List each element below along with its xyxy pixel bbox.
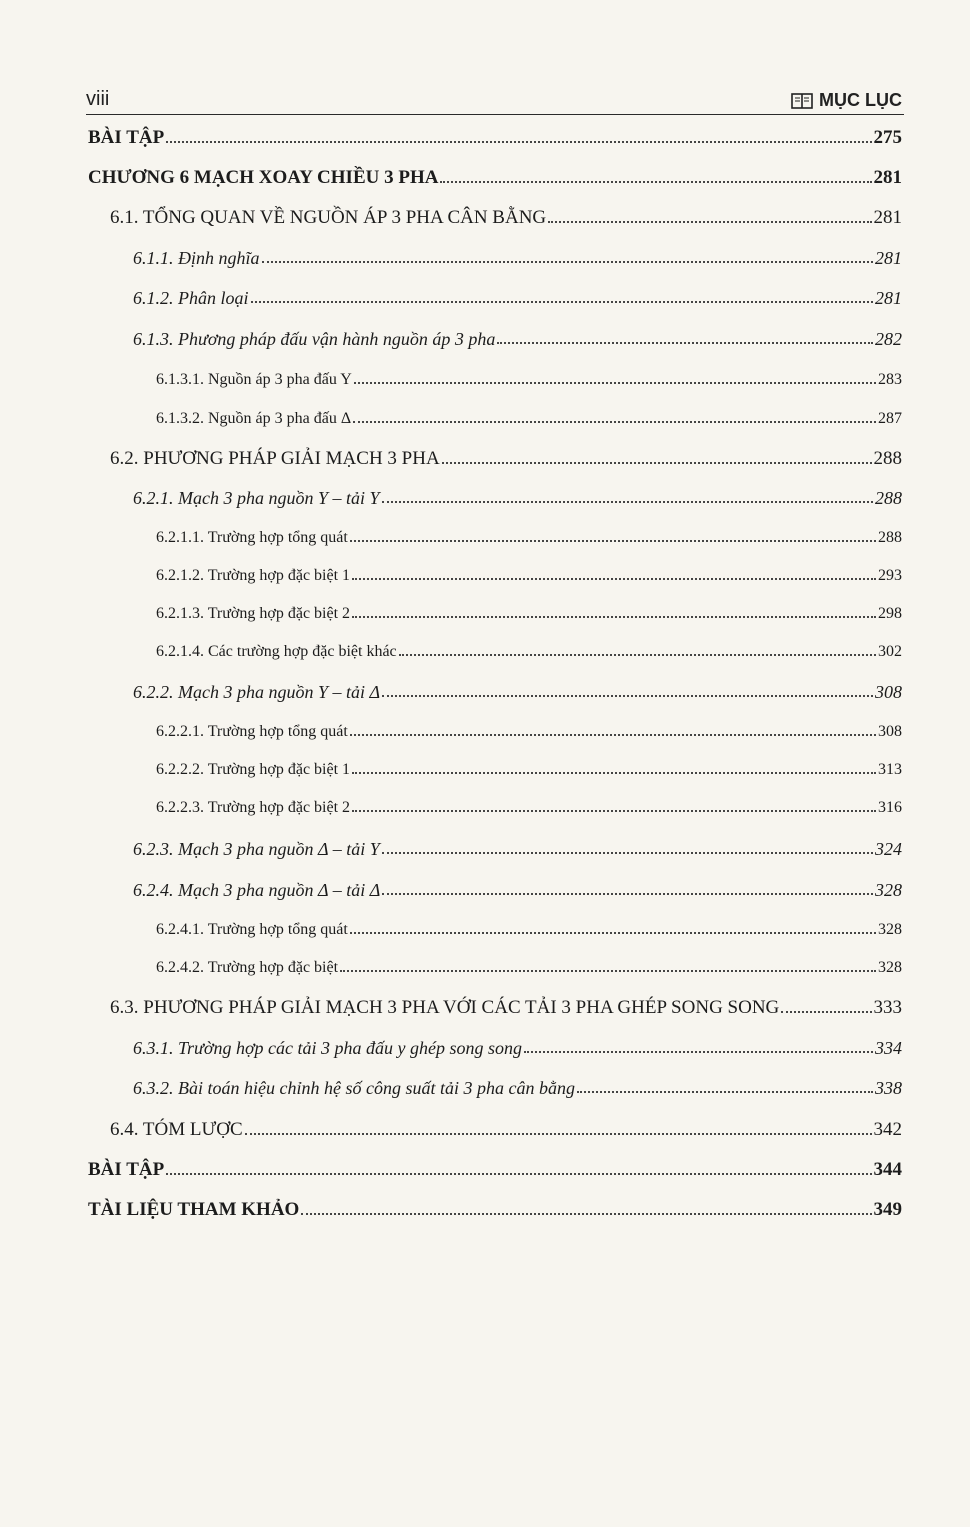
toc-entry-page: 288 (878, 529, 902, 546)
toc-entry-title: 6.1.1. Định nghĩa (133, 248, 260, 268)
toc-entry[interactable] (133, 881, 902, 899)
toc-entry-page: 298 (878, 605, 902, 622)
toc-entry-title: 6.1. TỔNG QUAN VỀ NGUỒN ÁP 3 PHA CÂN BẰNG (110, 207, 547, 228)
toc-entry-title: CHƯƠNG 6 MẠCH XOAY CHIỀU 3 PHA (88, 167, 439, 188)
dot-leader (352, 810, 876, 812)
toc-entry-title: 6.2.2. Mạch 3 pha nguồn Y – tải Δ (133, 682, 381, 702)
toc-entry-title: 6.2. PHƯƠNG PHÁP GIẢI MẠCH 3 PHA (110, 448, 440, 469)
dot-leader (350, 540, 876, 542)
toc-entry-page: 316 (878, 799, 902, 816)
toc-entry[interactable] (88, 1160, 902, 1179)
toc-entry-page: 281 (873, 167, 902, 188)
dot-leader (353, 421, 876, 423)
toc-entry-page: 328 (875, 880, 902, 900)
toc-entry-title: TÀI LIỆU THAM KHẢO (88, 1199, 300, 1220)
toc-entry-page: 281 (873, 207, 902, 228)
toc-entry[interactable] (156, 800, 902, 816)
toc-entry-page: 328 (878, 921, 902, 938)
toc-entry[interactable] (88, 128, 902, 147)
toc-entry-page: 338 (875, 1078, 902, 1098)
toc-entry-title: 6.2.1. Mạch 3 pha nguồn Y – tải Y (133, 488, 380, 508)
dot-leader (354, 382, 876, 384)
dot-leader (245, 1133, 872, 1135)
toc-entry[interactable] (133, 1039, 902, 1057)
toc-entry[interactable] (133, 330, 902, 348)
toc-entry[interactable] (156, 724, 902, 740)
toc-entry-title: BÀI TẬP (88, 1159, 165, 1180)
toc-entry-title: BÀI TẬP (88, 127, 165, 148)
toc-entry-page: 283 (878, 371, 902, 388)
toc-entry[interactable] (156, 922, 902, 938)
toc-entry[interactable] (156, 568, 902, 584)
toc-entry-title: 6.3.1. Trường hợp các tải 3 pha đấu y ghép song song (133, 1038, 523, 1058)
toc-entry-title: 6.2.1.4. Các trường hợp đặc biệt khác (156, 643, 397, 660)
dot-leader (340, 970, 876, 972)
dot-leader (166, 141, 871, 143)
dot-leader (301, 1213, 871, 1215)
toc-entry-title: 6.1.3.1. Nguồn áp 3 pha đấu Y (156, 371, 352, 388)
toc-entry-page: 344 (873, 1159, 902, 1180)
dot-leader (352, 578, 876, 580)
toc-entry-title: 6.2.2.2. Trường hợp đặc biệt 1 (156, 761, 351, 778)
dot-leader (352, 616, 876, 618)
toc-entry-page: 287 (878, 410, 902, 427)
dot-leader (497, 342, 873, 344)
toc-entry[interactable] (156, 411, 902, 427)
toc-entry-title: 6.3. PHƯƠNG PHÁP GIẢI MẠCH 3 PHA VỚI CÁC TẢI 3 PHA GHÉP SONG SONG (110, 997, 780, 1018)
dot-leader (382, 501, 873, 503)
dot-leader (440, 181, 871, 183)
dot-leader (382, 695, 873, 697)
dot-leader (382, 893, 873, 895)
toc-entry-page: 313 (878, 761, 902, 778)
toc-entry[interactable] (133, 683, 902, 701)
toc-entry-title: 6.2.2.3. Trường hợp đặc biệt 2 (156, 799, 351, 816)
toc-entry[interactable] (133, 249, 902, 267)
toc-entry-page: 349 (873, 1199, 902, 1220)
toc-entry-page: 308 (878, 723, 902, 740)
toc-entry[interactable] (110, 449, 902, 468)
toc-entry-page: 288 (873, 448, 902, 469)
dot-leader (781, 1011, 871, 1013)
toc-entry-title: 6.4. TÓM LƯỢC (110, 1119, 243, 1140)
section-title: MỤC LỤC (819, 90, 902, 110)
toc-entry-page: 281 (875, 288, 902, 308)
dot-leader (251, 301, 874, 303)
toc-entry-title: 6.2.4. Mạch 3 pha nguồn Δ – tải Δ (133, 880, 381, 900)
toc-entry-page: 282 (875, 329, 902, 349)
dot-leader (262, 261, 873, 263)
toc-entry-page: 324 (875, 839, 902, 859)
toc-entry[interactable] (88, 1200, 902, 1219)
toc-entry-page: 308 (875, 682, 902, 702)
toc-entry[interactable] (156, 530, 902, 546)
dot-leader (577, 1091, 873, 1093)
toc-entry-title: 6.1.3. Phương pháp đấu vận hành nguồn áp 3 pha (133, 329, 496, 349)
toc-entry-title: 6.2.1.2. Trường hợp đặc biệt 1 (156, 567, 351, 584)
toc-entry-page: 281 (875, 248, 902, 268)
dot-leader (350, 932, 876, 934)
dot-leader (399, 654, 876, 656)
toc-entry-title: 6.2.1.1. Trường hợp tổng quát (156, 529, 348, 546)
dot-leader (524, 1051, 873, 1053)
toc-entry[interactable] (156, 644, 902, 660)
page-number: viii (86, 88, 110, 110)
toc-entry-title: 6.1.3.2. Nguồn áp 3 pha đấu Δ (156, 410, 352, 427)
toc-entry-page: 302 (878, 643, 902, 660)
toc-entry[interactable] (133, 489, 902, 507)
toc-entry-page: 333 (873, 997, 902, 1018)
toc-entry[interactable] (133, 1079, 902, 1097)
toc-entry-title: 6.2.3. Mạch 3 pha nguồn Δ – tải Y (133, 839, 380, 859)
toc-entry[interactable] (156, 606, 902, 622)
toc-entry-title: 6.2.4.1. Trường hợp tổng quát (156, 921, 348, 938)
toc-entry[interactable] (110, 1120, 902, 1139)
toc-entry[interactable] (156, 960, 902, 976)
toc-entry-page: 288 (875, 488, 902, 508)
dot-leader (352, 772, 876, 774)
dot-leader (350, 734, 876, 736)
toc-entry-title: 6.1.2. Phân loại (133, 288, 249, 308)
toc-entry[interactable] (110, 208, 902, 227)
toc-entry[interactable] (88, 168, 902, 187)
toc-entry-title: 6.2.4.2. Trường hợp đặc biệt (156, 959, 339, 976)
toc-entry-page: 275 (873, 127, 902, 148)
toc-entry-page: 334 (875, 1038, 902, 1058)
toc-entry-title: 6.3.2. Bài toán hiệu chỉnh hệ số công suất tải 3 pha cân bằng (133, 1078, 575, 1098)
toc-entry-page: 342 (873, 1119, 902, 1140)
toc-entry[interactable] (156, 372, 902, 388)
toc-entry-page: 328 (878, 959, 902, 976)
toc-entry[interactable] (156, 762, 902, 778)
toc-entry-title: 6.2.1.3. Trường hợp đặc biệt 2 (156, 605, 351, 622)
toc-entry[interactable] (110, 998, 902, 1017)
toc-entry-page: 293 (878, 567, 902, 584)
dot-leader (166, 1173, 871, 1175)
dot-leader (382, 852, 873, 854)
toc-entry[interactable] (133, 289, 902, 307)
dot-leader (442, 462, 872, 464)
toc-entry[interactable] (133, 840, 902, 858)
dot-leader (548, 221, 871, 223)
toc-entry-title: 6.2.2.1. Trường hợp tổng quát (156, 723, 348, 740)
